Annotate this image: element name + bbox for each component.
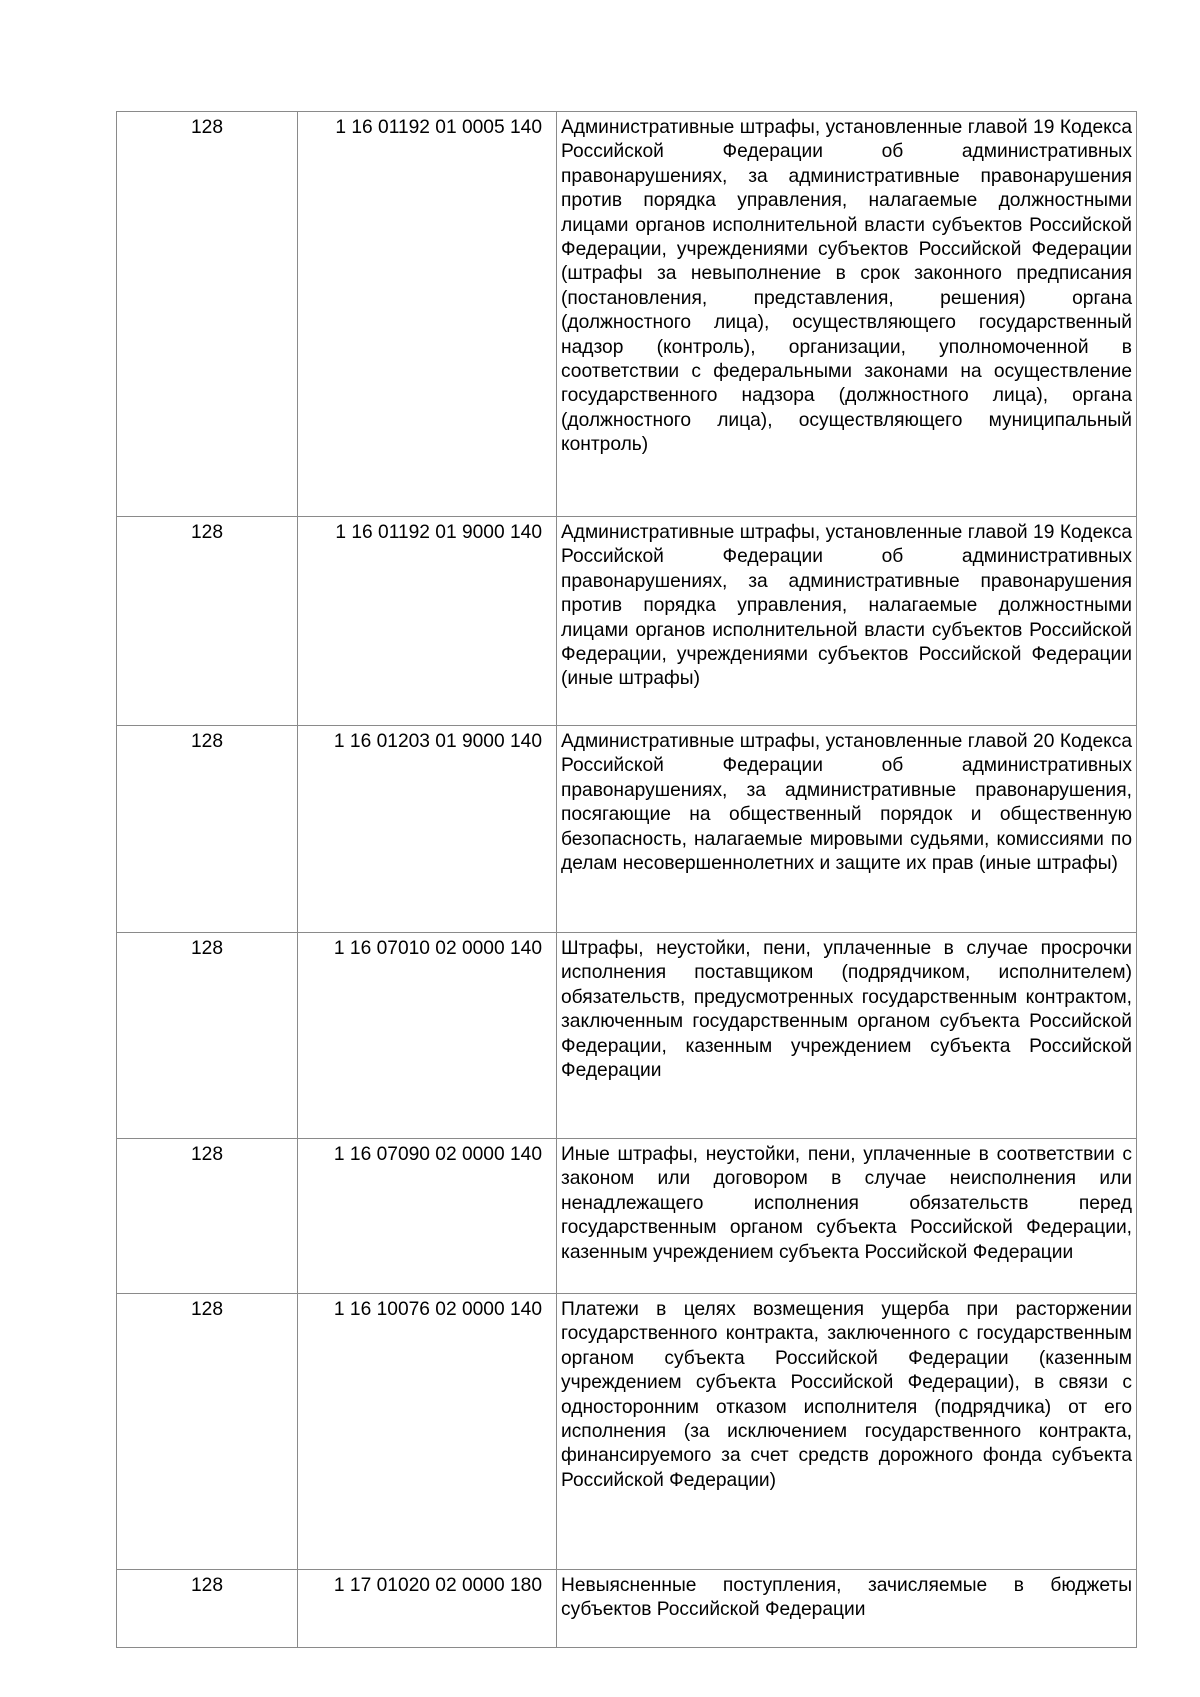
- description-cell: Административные штрафы, установленные главой 19 Кодекса Российской Федерации об административных правонарушениях, за административные правонарушения против порядка управления, налагаемые должностными лицами органов исполнительной власти субъектов Российской Федерации, учреждениями субъектов Российской Федерации (штрафы за невыполнение в срок законного предписания (постановления, представления, решения) органа (должностного лица), осуществляющего государственный надзор (контроль), организации, уполномоченной в соответствии с федеральными законами на осуществление государственного надзора (должностного лица), органа (должностного лица), осуществляющего муниципальный контроль): [557, 112, 1137, 517]
- admin-code-cell: 128: [117, 726, 298, 933]
- admin-code-cell: 128: [117, 933, 298, 1139]
- admin-code-cell: 128: [117, 1294, 298, 1570]
- admin-code-cell: 128: [117, 1570, 298, 1648]
- table-row: [117, 933, 1137, 1139]
- description-cell: Невыясненные поступления, зачисляемые в бюджеты субъектов Российской Федерации: [557, 1570, 1137, 1648]
- budget-code-cell: 1 16 01192 01 0005 140: [298, 112, 557, 517]
- budget-code-cell: 1 16 01192 01 9000 140: [298, 517, 557, 726]
- description-cell: Платежи в целях возмещения ущерба при расторжении государственного контракта, заключенного с государственным органом субъекта Российской Федерации (казенным учреждением субъекта Российской Федерации), в связи с односторонним отказом исполнителя (подрядчика) от его исполнения (за исключением государственного контракта, финансируемого за счет средств дорожного фонда субъекта Российской Федерации): [557, 1294, 1137, 1570]
- description-cell: Штрафы, неустойки, пени, уплаченные в случае просрочки исполнения поставщиком (подрядчиком, исполнителем) обязательств, предусмотренных государственным контрактом, заключенным государственным органом субъекта Российской Федерации, казенным учреждением субъекта Российской Федерации: [557, 933, 1137, 1139]
- table-row: [117, 517, 1137, 726]
- budget-code-cell: 1 16 07010 02 0000 140: [298, 933, 557, 1139]
- table-row: [117, 1139, 1137, 1294]
- table-row: [117, 1294, 1137, 1570]
- admin-code-cell: 128: [117, 1139, 298, 1294]
- budget-code-cell: 1 16 10076 02 0000 140: [298, 1294, 557, 1570]
- table-row: [117, 112, 1137, 517]
- description-cell: Иные штрафы, неустойки, пени, уплаченные в соответствии с законом или договором в случае неисполнения или ненадлежащего исполнения обязательств перед государственным органом субъекта Российской Федерации, казенным учреждением субъекта Российской Федерации: [557, 1139, 1137, 1294]
- description-cell: Административные штрафы, установленные главой 20 Кодекса Российской Федерации об административных правонарушениях, за административные правонарушения, посягающие на общественный порядок и общественную безопасность, налагаемые мировыми судьями, комиссиями по делам несовершеннолетних и защите их прав (иные штрафы): [557, 726, 1137, 933]
- admin-code-cell: 128: [117, 517, 298, 726]
- revenue-codes-table: [116, 111, 1137, 1648]
- description-cell: Административные штрафы, установленные главой 19 Кодекса Российской Федерации об административных правонарушениях, за административные правонарушения против порядка управления, налагаемые должностными лицами органов исполнительной власти субъектов Российской Федерации, учреждениями субъектов Российской Федерации (иные штрафы): [557, 517, 1137, 726]
- admin-code-cell: 128: [117, 112, 298, 517]
- budget-code-cell: 1 17 01020 02 0000 180: [298, 1570, 557, 1648]
- budget-code-cell: 1 16 07090 02 0000 140: [298, 1139, 557, 1294]
- budget-code-cell: 1 16 01203 01 9000 140: [298, 726, 557, 933]
- table-row: [117, 1570, 1137, 1648]
- table-row: [117, 726, 1137, 933]
